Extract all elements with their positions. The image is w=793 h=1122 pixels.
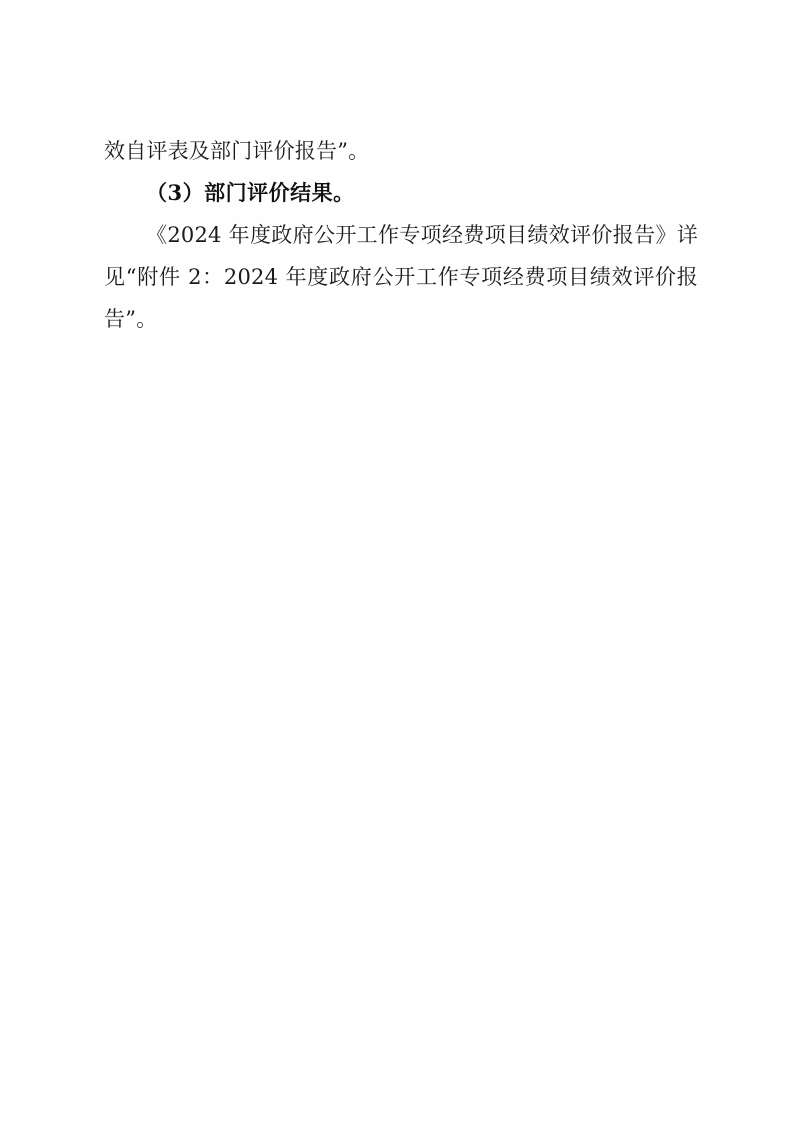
paragraph-continued-text: 效自评表及部门评价报告”。	[104, 139, 370, 163]
section-heading-department-evaluation-result: （3）部门评价结果。	[146, 180, 355, 205]
document-body	[104, 130, 698, 340]
paragraph-report-reference: 《2024 年度政府公开工作专项经费项目绩效评价报告》详见“附件 2：2024 年度政府公开工作专项经费项目绩效评价报告”。	[104, 223, 698, 331]
